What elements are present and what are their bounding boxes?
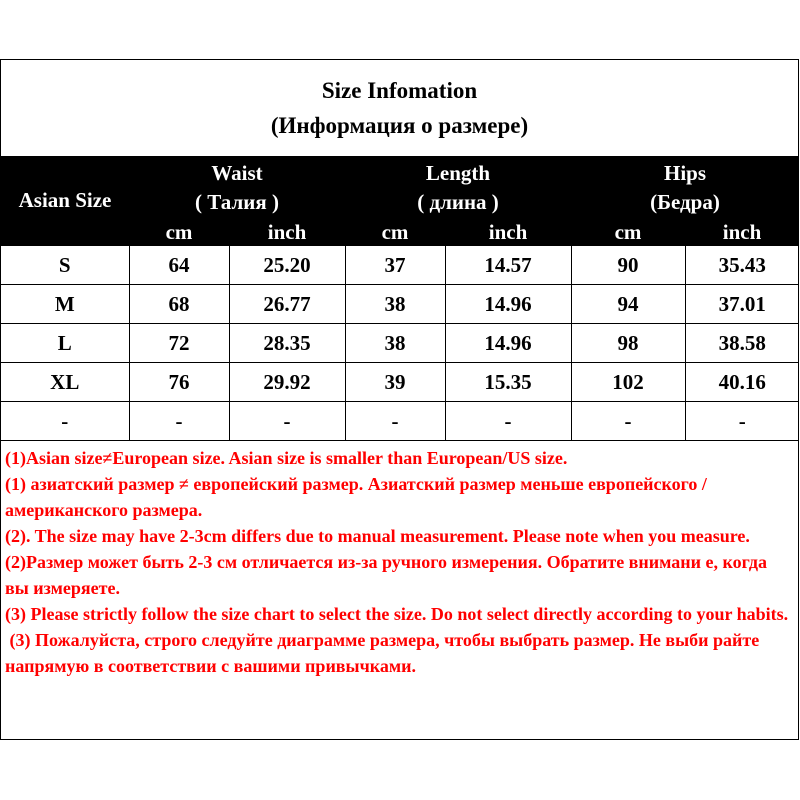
size-table	[1, 156, 799, 441]
value-cell: 64	[129, 246, 229, 285]
value-cell: 94	[571, 285, 685, 324]
value-cell: 25.20	[229, 246, 345, 285]
table-row	[1, 324, 799, 363]
unit-cell: cm	[614, 220, 642, 244]
unit-cell: inch	[488, 220, 528, 244]
unit-cell: inch	[722, 220, 762, 244]
page-subtitle: (Информация о размере)	[270, 113, 529, 138]
table-row	[1, 285, 799, 324]
value-cell: 40.16	[685, 363, 799, 402]
value-cell: 35.43	[685, 246, 799, 285]
value-cell: 76	[129, 363, 229, 402]
table-header-row	[1, 156, 799, 220]
length-header	[345, 156, 571, 220]
waist-header	[129, 156, 345, 220]
note-asian-size-ru: (1) азиатский размер ≠ европейский размер. Азиатский размер меньше европейского / американского размера.	[5, 474, 707, 520]
note-follow-chart-en: (3) Please strictly follow the size chart to select the size. Do not select directly according to your habits.	[5, 604, 789, 624]
value-cell: 29.92	[229, 363, 345, 402]
size-notes	[5, 445, 795, 679]
note-follow-chart-ru: (3) Пожалуйста, строго следуйте диаграмме размера, чтобы выбрать размер. Не выби райте напрямую в соответствии с вашими привычками.	[5, 630, 764, 676]
value-cell: -	[685, 402, 799, 441]
size-info-panel	[0, 59, 799, 740]
value-cell: 37	[345, 246, 445, 285]
asian-size-header: Asian Size	[18, 188, 112, 212]
value-cell: 15.35	[445, 363, 571, 402]
length-sublabel: ( длина )	[417, 190, 499, 214]
note-measurement-en: (2). The size may have 2-3cm differs due to manual measurement. Please note when you measure.	[5, 526, 750, 546]
value-cell: 14.57	[445, 246, 571, 285]
size-cell: -	[1, 402, 129, 441]
value-cell: 38	[345, 324, 445, 363]
value-cell: -	[445, 402, 571, 441]
value-cell: 38	[345, 285, 445, 324]
size-cell: S	[1, 246, 129, 285]
hips-label: Hips	[663, 161, 707, 185]
size-cell: M	[1, 285, 129, 324]
value-cell: 72	[129, 324, 229, 363]
table-row	[1, 246, 799, 285]
value-cell: 102	[571, 363, 685, 402]
value-cell: -	[571, 402, 685, 441]
value-cell: 14.96	[445, 324, 571, 363]
value-cell: 37.01	[685, 285, 799, 324]
value-cell: -	[129, 402, 229, 441]
length-label: Length	[425, 161, 491, 185]
value-cell: 39	[345, 363, 445, 402]
waist-label: Waist	[211, 161, 263, 185]
waist-sublabel: ( Талия )	[195, 190, 279, 214]
unit-cell: cm	[381, 220, 409, 244]
value-cell: 26.77	[229, 285, 345, 324]
note-asian-size-en: (1)Asian size≠European size. Asian size is smaller than European/US size.	[5, 448, 568, 468]
table-row	[1, 402, 799, 441]
page-title: Size Infomation	[321, 78, 478, 103]
hips-sublabel: (Бедра)	[650, 190, 720, 214]
value-cell: 14.96	[445, 285, 571, 324]
hips-header	[571, 156, 799, 220]
unit-cell: cm	[165, 220, 193, 244]
size-cell: L	[1, 324, 129, 363]
unit-cell: inch	[267, 220, 307, 244]
value-cell: 98	[571, 324, 685, 363]
table-row	[1, 363, 799, 402]
value-cell: 68	[129, 285, 229, 324]
note-measurement-ru: (2)Размер может быть 2-3 см отличается из-за ручного измерения. Обратите внимани е, когда вы измеряете.	[5, 552, 768, 598]
value-cell: -	[229, 402, 345, 441]
value-cell: -	[345, 402, 445, 441]
value-cell: 38.58	[685, 324, 799, 363]
size-cell: XL	[1, 363, 129, 402]
value-cell: 28.35	[229, 324, 345, 363]
value-cell: 90	[571, 246, 685, 285]
